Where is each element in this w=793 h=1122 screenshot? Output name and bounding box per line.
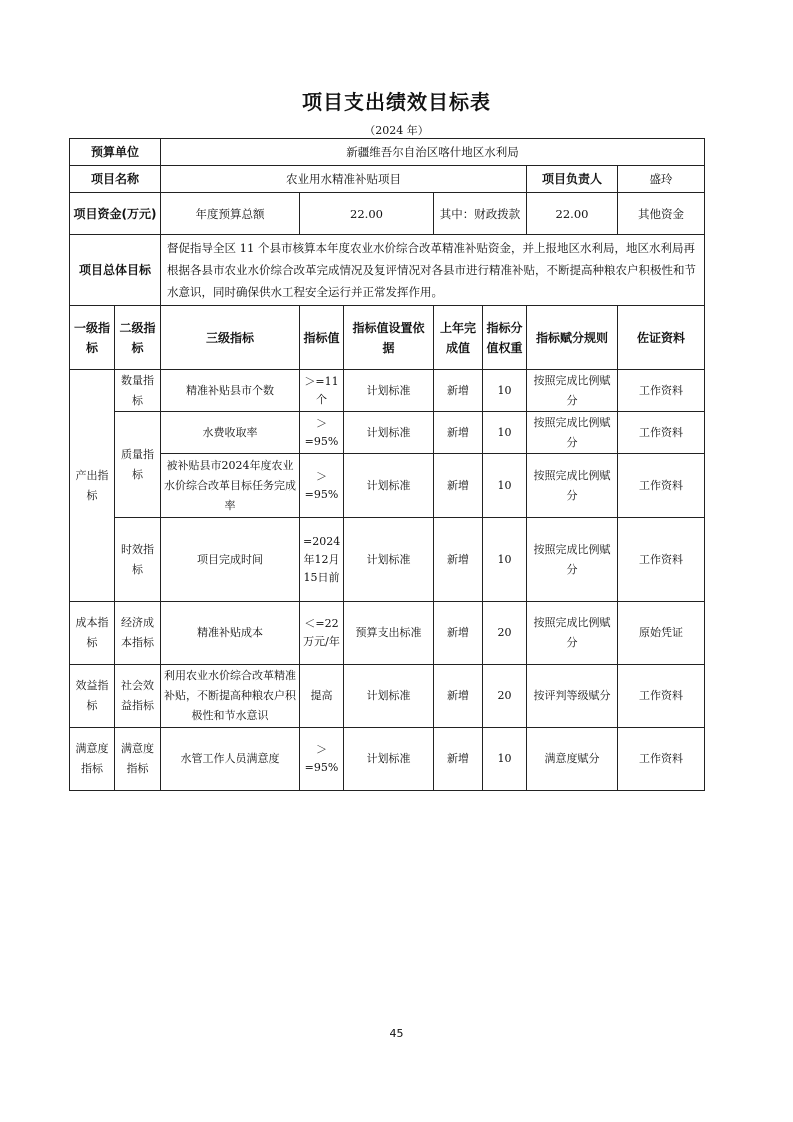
row-rule: 满意度赋分 <box>527 728 618 791</box>
row-rule: 按照完成比例赋分 <box>527 370 618 412</box>
row-weight: 10 <box>483 370 527 412</box>
col-value: 指标值 <box>300 306 344 370</box>
table-row <box>70 518 705 602</box>
row-evidence: 工作资料 <box>618 454 705 518</box>
row-weight: 10 <box>483 728 527 791</box>
fiscal-allocation-label: 其中：财政拨款 <box>434 193 527 235</box>
table-row <box>70 665 705 728</box>
row-value: ＜=22万元/年 <box>300 602 344 665</box>
row-basis: 预算支出标准 <box>344 602 434 665</box>
row-rule: 按照完成比例赋分 <box>527 454 618 518</box>
row-value: 提高 <box>300 665 344 728</box>
subgroup-economic-cost: 经济成本指标 <box>115 602 161 665</box>
table-row <box>70 370 705 412</box>
row-weight: 20 <box>483 665 527 728</box>
row-prev: 新增 <box>434 370 483 412</box>
subgroup-social-benefit: 社会效益指标 <box>115 665 161 728</box>
budget-unit-value: 新疆维吾尔自治区喀什地区水利局 <box>161 139 705 166</box>
page-number: 45 <box>389 1027 404 1040</box>
col-basis: 指标值设置依据 <box>344 306 434 370</box>
row-value: ＞=95% <box>300 412 344 454</box>
row-name: 水管工作人员满意度 <box>161 728 300 791</box>
budget-unit-label: 预算单位 <box>70 139 161 166</box>
year-label: （2024 年） <box>364 124 429 137</box>
row-basis: 计划标准 <box>344 518 434 602</box>
project-owner-label: 项目负责人 <box>527 166 618 193</box>
project-name-label: 项目名称 <box>70 166 161 193</box>
row-evidence: 原始凭证 <box>618 602 705 665</box>
project-name-value: 农业用水精准补贴项目 <box>161 166 527 193</box>
project-fund-label: 项目资金(万元) <box>70 193 161 235</box>
row-evidence: 工作资料 <box>618 728 705 791</box>
overall-goal-label: 项目总体目标 <box>70 235 161 306</box>
page-title: 项目支出绩效目标表 <box>302 90 491 114</box>
subgroup-quality: 质量指标 <box>115 412 161 518</box>
row-basis: 计划标准 <box>344 728 434 791</box>
fiscal-allocation-value: 22.00 <box>527 193 618 235</box>
row-prev: 新增 <box>434 412 483 454</box>
row-basis: 计划标准 <box>344 412 434 454</box>
row-evidence: 工作资料 <box>618 412 705 454</box>
col-evidence: 佐证资料 <box>618 306 705 370</box>
row-name: 项目完成时间 <box>161 518 300 602</box>
row-name: 精准补贴县市个数 <box>161 370 300 412</box>
row-basis: 计划标准 <box>344 454 434 518</box>
group-satisfaction: 满意度指标 <box>70 728 115 791</box>
row-value: ＞=95% <box>300 728 344 791</box>
row-name: 水费收取率 <box>161 412 300 454</box>
col-rule: 指标赋分规则 <box>527 306 618 370</box>
subgroup-timeliness: 时效指标 <box>115 518 161 602</box>
row-prev: 新增 <box>434 728 483 791</box>
annual-budget-label: 年度预算总额 <box>161 193 300 235</box>
group-cost: 成本指标 <box>70 602 115 665</box>
row-rule: 按评判等级赋分 <box>527 665 618 728</box>
table-row <box>70 728 705 791</box>
row-rule: 按照完成比例赋分 <box>527 602 618 665</box>
col-level2: 二级指标 <box>115 306 161 370</box>
col-prev: 上年完成值 <box>434 306 483 370</box>
row-prev: 新增 <box>434 518 483 602</box>
row-prev: 新增 <box>434 602 483 665</box>
row-weight: 10 <box>483 518 527 602</box>
row-weight: 20 <box>483 602 527 665</box>
col-level1: 一级指标 <box>70 306 115 370</box>
row-evidence: 工作资料 <box>618 518 705 602</box>
subgroup-satisfaction: 满意度指标 <box>115 728 161 791</box>
project-owner-value: 盛玲 <box>618 166 705 193</box>
table-row <box>70 602 705 665</box>
row-prev: 新增 <box>434 665 483 728</box>
row-rule: 按照完成比例赋分 <box>527 518 618 602</box>
subgroup-quantity: 数量指标 <box>115 370 161 412</box>
annual-budget-value: 22.00 <box>300 193 434 235</box>
group-output: 产出指标 <box>70 370 115 602</box>
row-rule: 按照完成比例赋分 <box>527 412 618 454</box>
row-basis: 计划标准 <box>344 665 434 728</box>
row-value: ＞=11个 <box>300 370 344 412</box>
col-weight: 指标分值权重 <box>483 306 527 370</box>
row-name: 被补贴县市2024年度农业水价综合改革目标任务完成率 <box>161 454 300 518</box>
row-weight: 10 <box>483 454 527 518</box>
row-name: 精准补贴成本 <box>161 602 300 665</box>
other-funds-label: 其他资金 <box>618 193 705 235</box>
row-evidence: 工作资料 <box>618 370 705 412</box>
row-value: =2024年12月15日前 <box>300 518 344 602</box>
row-basis: 计划标准 <box>344 370 434 412</box>
performance-table <box>69 138 705 791</box>
overall-goal-text: 督促指导全区 11 个县市核算本年度农业水价综合改革精准补贴资金，并上报地区水利局，地区水利局再根据各县市农业水价综合改革完成情况及复评情况对各县市进行精准补贴，不断提高种粮农户积极性和节水意识，同时确保供水工程安全运行并正常发挥作用。 <box>161 235 705 306</box>
col-level3: 三级指标 <box>161 306 300 370</box>
table-row <box>70 454 705 518</box>
table-row <box>70 412 705 454</box>
group-benefit: 效益指标 <box>70 665 115 728</box>
row-evidence: 工作资料 <box>618 665 705 728</box>
row-value: ＞=95% <box>300 454 344 518</box>
row-name: 利用农业水价综合改革精准补贴，不断提高种粮农户积极性和节水意识 <box>161 665 300 728</box>
row-weight: 10 <box>483 412 527 454</box>
row-prev: 新增 <box>434 454 483 518</box>
